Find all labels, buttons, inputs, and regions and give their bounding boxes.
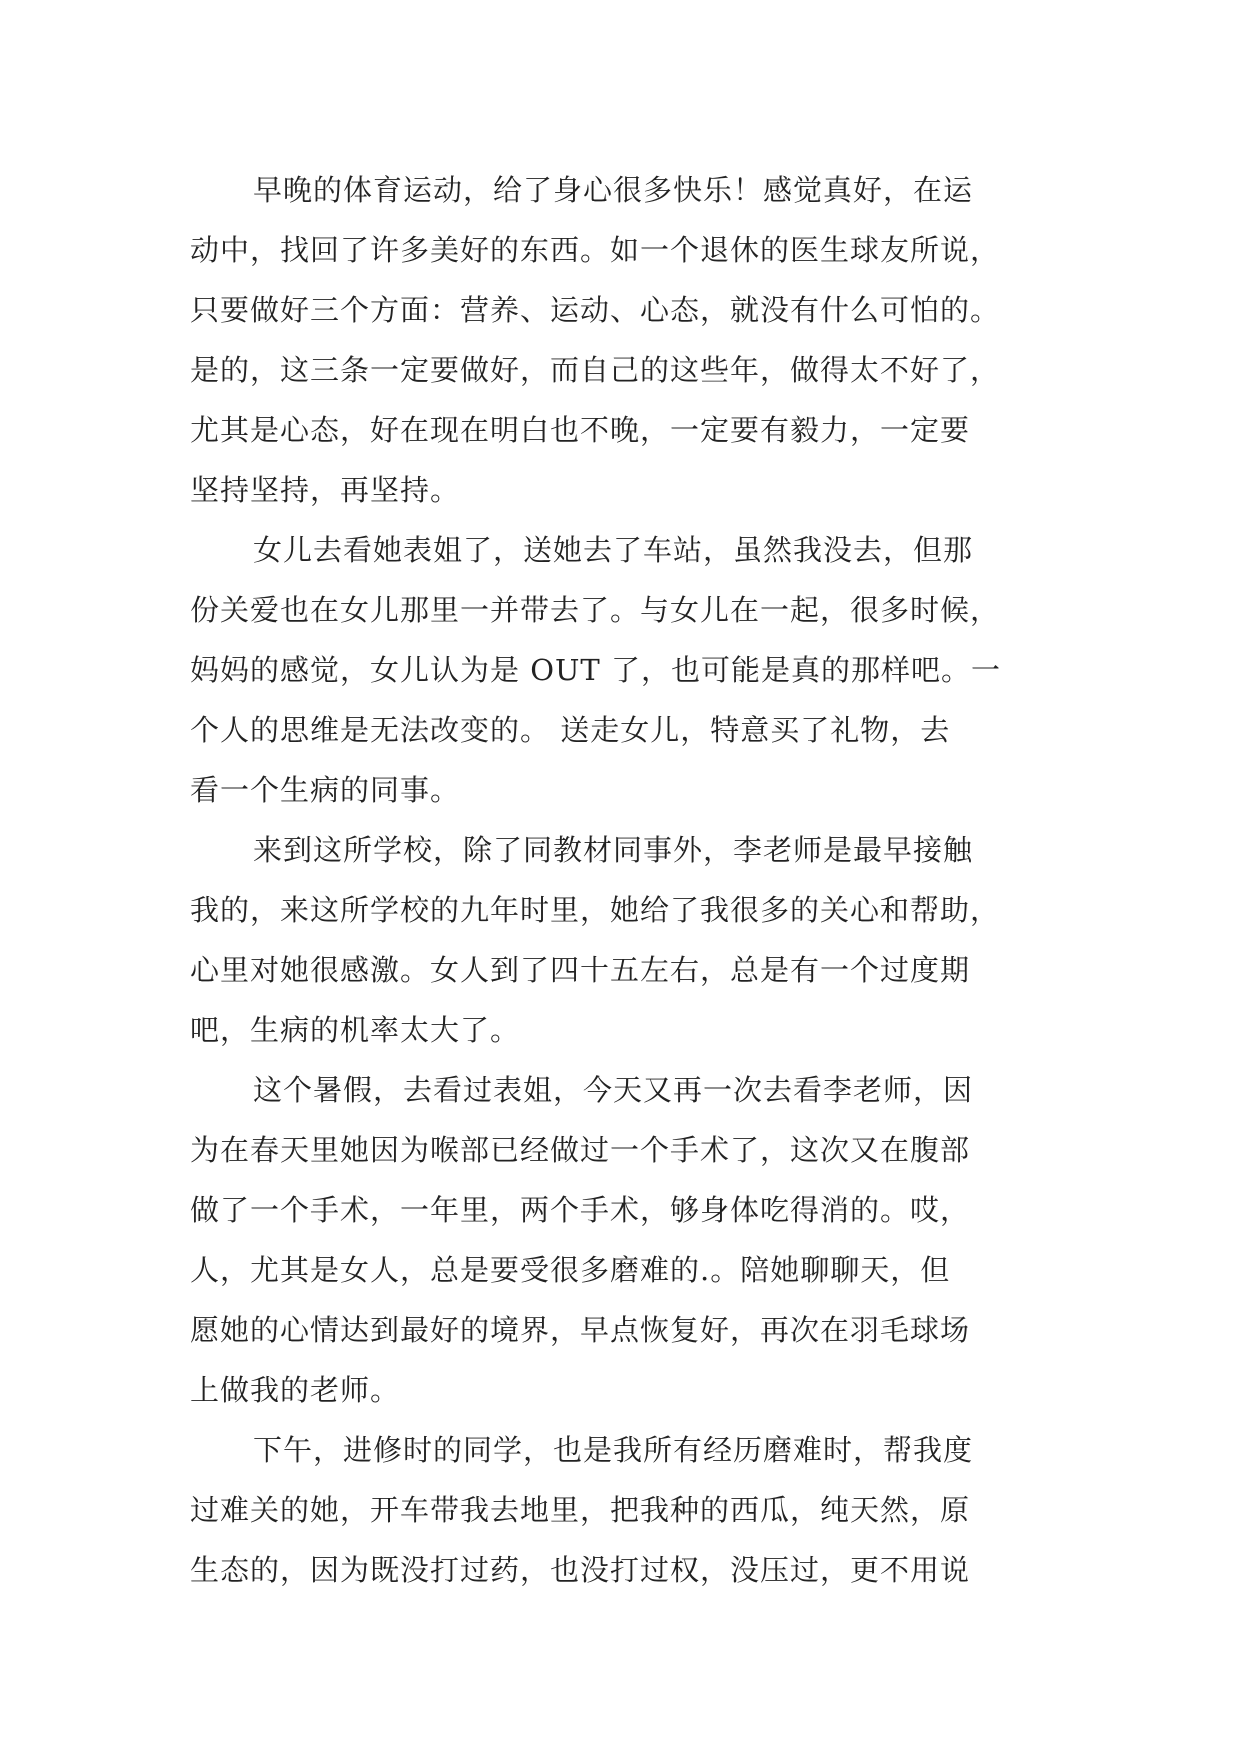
text-line: 来到这所学校，除了同教材同事外，李老师是最早接触 <box>253 833 974 867</box>
paragraph-5 <box>190 1420 1090 1600</box>
text-line: 妈妈的感觉，女儿认为是 OUT 了，也可能是真的那样吧。一 <box>190 653 1001 687</box>
text-line: 这个暑假，去看过表姐，今天又再一次去看李老师，因 <box>253 1073 974 1107</box>
text-line: 看一个生病的同事。 <box>190 773 461 807</box>
text-line: 是的，这三条一定要做好，而自己的这些年，做得太不好了， <box>190 353 1001 387</box>
text-line: 下午，进修时的同学，也是我所有经历磨难时，帮我度 <box>253 1433 974 1467</box>
paragraph-3 <box>190 820 1090 1060</box>
text-line: 生态的，因为既没打过药，也没打过权，没压过，更不用说 <box>190 1553 971 1587</box>
text-line: 愿她的心情达到最好的境界，早点恢复好，再次在羽毛球场 <box>190 1313 971 1347</box>
text-line: 只要做好三个方面：营养、运动、心态，就没有什么可怕的。 <box>190 293 1001 327</box>
text-line: 女儿去看她表姐了，送她去了车站，虽然我没去，但那 <box>253 533 974 567</box>
paragraph-2 <box>190 520 1090 820</box>
text-line: 个人的思维是无法改变的。 送走女儿，特意买了礼物，去 <box>190 713 951 747</box>
text-line: 人，尤其是女人，总是要受很多磨难的.。陪她聊聊天，但 <box>190 1253 951 1287</box>
text-line: 为在春天里她因为喉部已经做过一个手术了，这次又在腹部 <box>190 1133 971 1167</box>
text-line: 坚持坚持，再坚持。 <box>190 473 461 507</box>
text-line: 份关爱也在女儿那里一并带去了。与女儿在一起，很多时候， <box>190 593 1001 627</box>
text-line: 早晚的体育运动，给了身心很多快乐！感觉真好，在运 <box>253 173 974 207</box>
text-line: 做了一个手术，一年里，两个手术，够身体吃得消的。哎， <box>190 1193 971 1227</box>
text-line: 我的，来这所学校的九年时里，她给了我很多的关心和帮助， <box>190 893 1001 927</box>
document-body <box>190 160 1090 1600</box>
text-line: 尤其是心态，好在现在明白也不晚，一定要有毅力，一定要 <box>190 413 971 447</box>
text-line: 心里对她很感激。女人到了四十五左右，总是有一个过度期 <box>190 953 971 987</box>
text-line: 动中，找回了许多美好的东西。如一个退休的医生球友所说， <box>190 233 1001 267</box>
text-line: 上做我的老师。 <box>190 1373 401 1407</box>
paragraph-4 <box>190 1060 1090 1420</box>
text-line: 吧，生病的机率太大了。 <box>190 1013 521 1047</box>
text-line: 过难关的她，开车带我去地里，把我种的西瓜，纯天然，原 <box>190 1493 971 1527</box>
paragraph-1 <box>190 160 1090 520</box>
